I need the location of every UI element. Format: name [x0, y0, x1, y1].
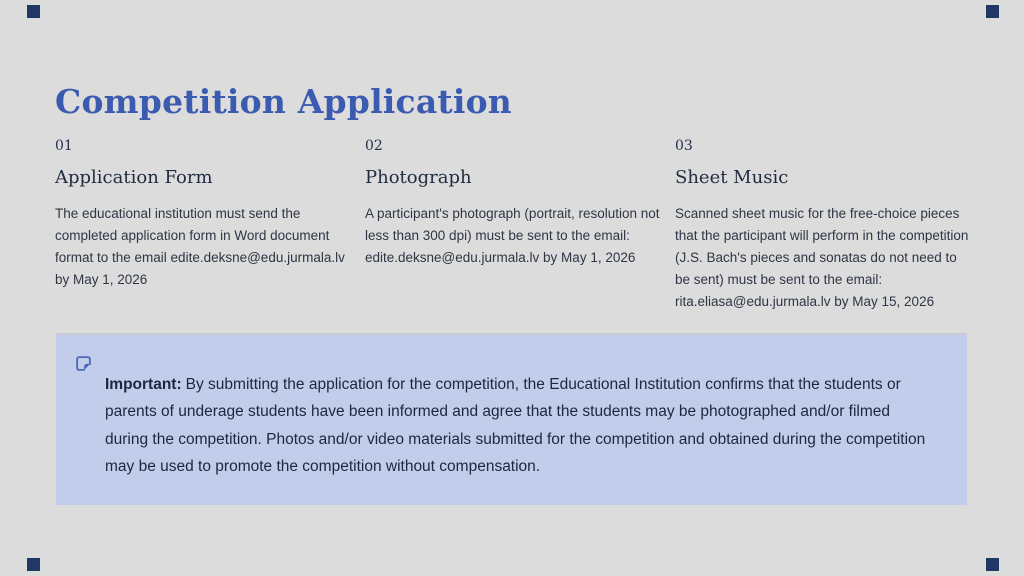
page-title: Competition Application [55, 82, 512, 122]
corner-accent-bottom-right [986, 558, 999, 571]
important-note-text [105, 371, 935, 481]
column-number: 03 [675, 138, 693, 154]
corner-accent-top-right [986, 5, 999, 18]
column-body: Scanned sheet music for the free-choice pieces that the participant will perform in the competition (J.S. Bach's pieces and sonatas do not need to be sent) must be sent to the email: rita.eliasa@edu.jurmala.lv by May 15, 2026 [675, 206, 969, 309]
column-body: The educational institution must send the completed application form in Word document format to the email edite.deksne@edu.jurmala.lv by May 1, 2026 [55, 206, 345, 287]
column-heading: Sheet Music [675, 167, 789, 188]
column-number: 02 [365, 138, 383, 154]
corner-accent-bottom-left [27, 558, 40, 571]
corner-accent-top-left [27, 5, 40, 18]
column-sheet-music [675, 138, 975, 313]
column-heading: Application Form [55, 167, 213, 188]
sticky-note-icon [75, 355, 92, 372]
important-note-box [56, 335, 967, 505]
important-note-label: Important: [105, 375, 182, 393]
column-number: 01 [55, 138, 73, 154]
columns-container [55, 138, 975, 313]
column-heading: Photograph [365, 167, 472, 188]
important-note-body: By submitting the application for the competition, the Educational Institution confirms that the students or parents of underage students have been informed and agree that the students may be photographed and/or filmed during the competition. Photos and/or video materials submitted for the competition and obtained during the competition may be used to promote the competition without compensation. [105, 375, 926, 475]
column-application-form [55, 138, 355, 313]
column-body: A participant's photograph (portrait, resolution not less than 300 dpi) must be sent to the email: edite.deksne@edu.jurmala.lv by May 1, 2026 [365, 206, 660, 265]
column-photograph [365, 138, 665, 313]
